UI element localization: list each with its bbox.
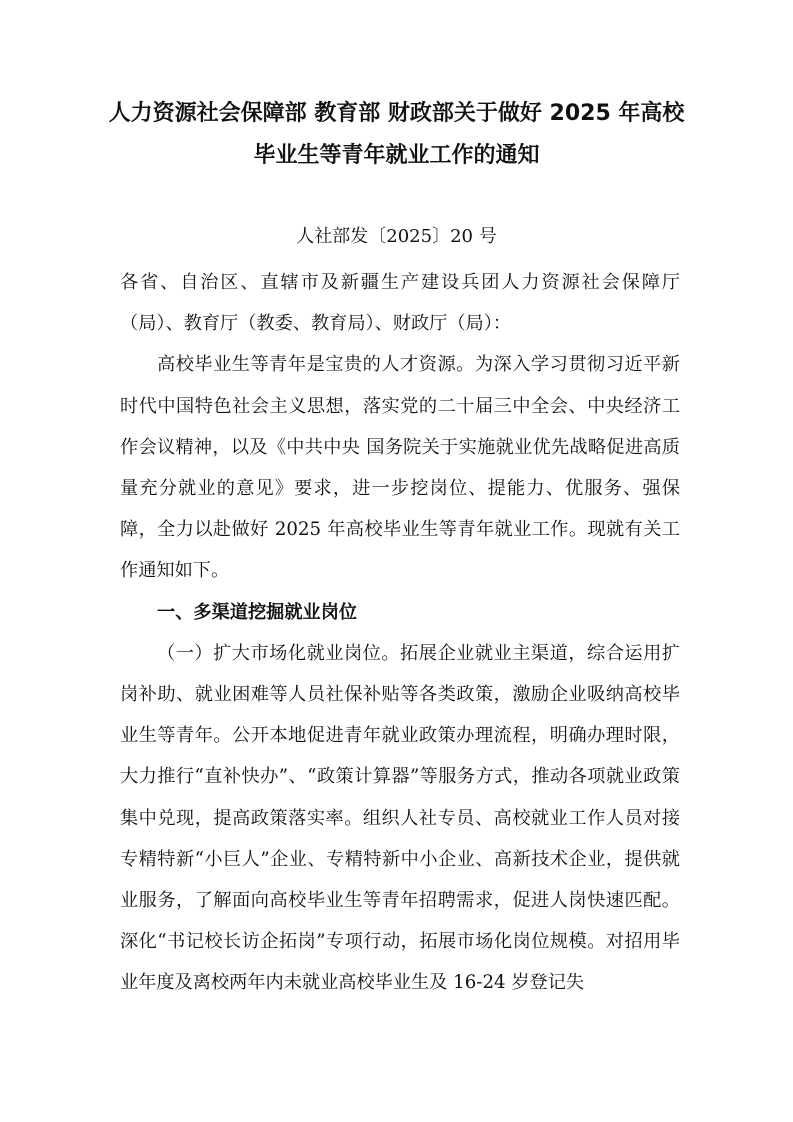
section-paragraph: （一）扩大市场化就业岗位。拓展企业就业主渠道，综合运用扩岗补助、就业困难等人员社保补贴等各类政策，激励企业吸纳高校毕业生等青年。公开本地促进青年就业政策办理流程，明确办理时限，大力推行“直补快办”、“政策计算器”等服务方式，推动各项就业政策集中兑现，提高政策落实率。组织人社专员、高校就业工作人员对接专精特新“小巨人”企业、专精特新中小企业、高新技术企业，提供就业服务，了解面向高校毕业生等青年招聘需求，促进人岗快速匹配。深化“书记校长访企拓岗”专项行动，拓展市场化岗位规模。对招用毕业年度及离校两年内未就业高校毕业生及 16-24 岁登记失 [120,642,680,994]
document-number: 人社部发〔2025〕20 号 [296,226,497,247]
section-heading: 一、多渠道挖掘就业岗位 [157,601,358,623]
document-body [120,262,680,1004]
document-title-line-2: 毕业生等青年就业工作的通知 [253,143,540,168]
addressee-paragraph: 各省、自治区、直辖市及新疆生产建设兵团人力资源社会保障厅（局）、教育厅（教委、教育局）、财政厅（局）： [120,272,680,335]
intro-paragraph: 高校毕业生等青年是宝贵的人才资源。为深入学习贯彻习近平新时代中国特色社会主义思想，落实党的二十届三中全会、中央经济工作会议精神，以及《中共中央 国务院关于实施就业优先战略促进高质量充分就业的意见》要求，进一步挖岗位、提能力、优服务、强保障，全力以赴做好 2025 年高校毕业生等青年就业工作。现就有关工作通知如下。 [120,354,680,582]
document-title-line-1: 人力资源社会保障部 教育部 财政部关于做好 2025 年高校 [108,101,685,126]
